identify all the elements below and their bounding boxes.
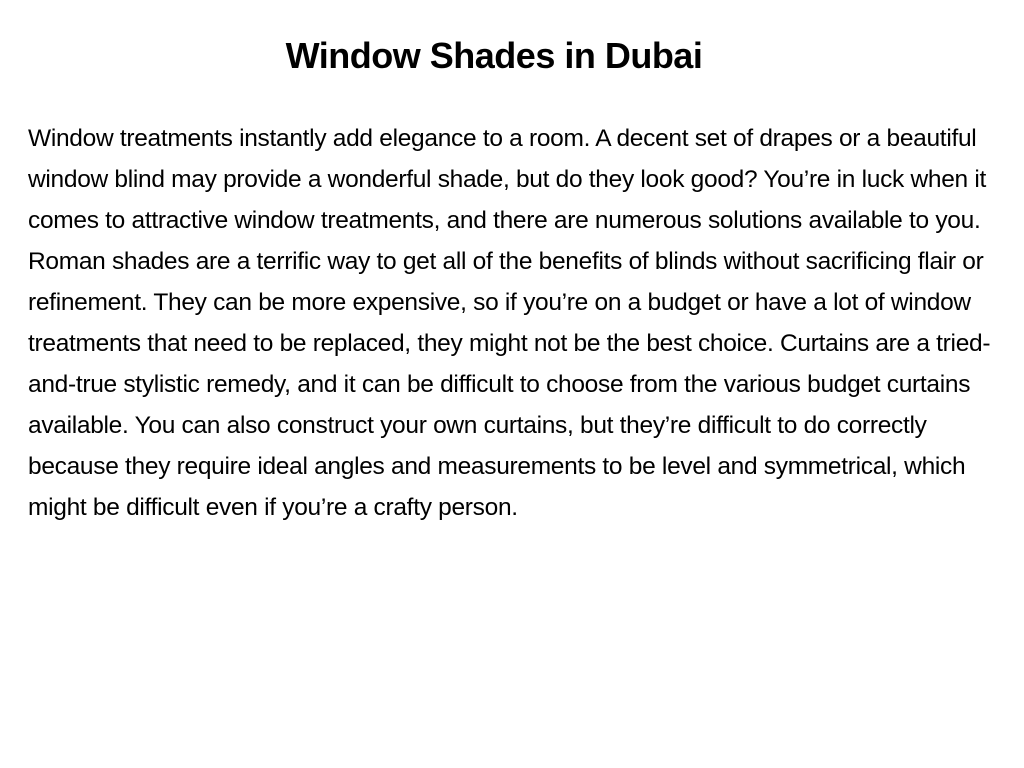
- slide-body-text: Window treatments instantly add elegance to a room. A decent set of drapes or a beautiful window blind may provide a wonderful shade, but do they look good? You’re in luck when it comes to attractive window treatments, and there are numerous solutions available to you. Roman shades are a terrific way to get all of the benefits of blinds without sacrificing flair or refinement. They can be more expensive, so if you’re on a budget or have a lot of window treatments that need to be replaced, they might not be the best choice. Curtains are a tried-and-true stylistic remedy, and it can be difficult to choose from the various budget curtains available. You can also construct your own curtains, but they’re difficult to do correctly because they require ideal angles and measurements to be level and symmetrical, which might be difficult even if you’re a crafty person.: [28, 125, 991, 521]
- slide-title: Window Shades in Dubai: [285, 35, 703, 76]
